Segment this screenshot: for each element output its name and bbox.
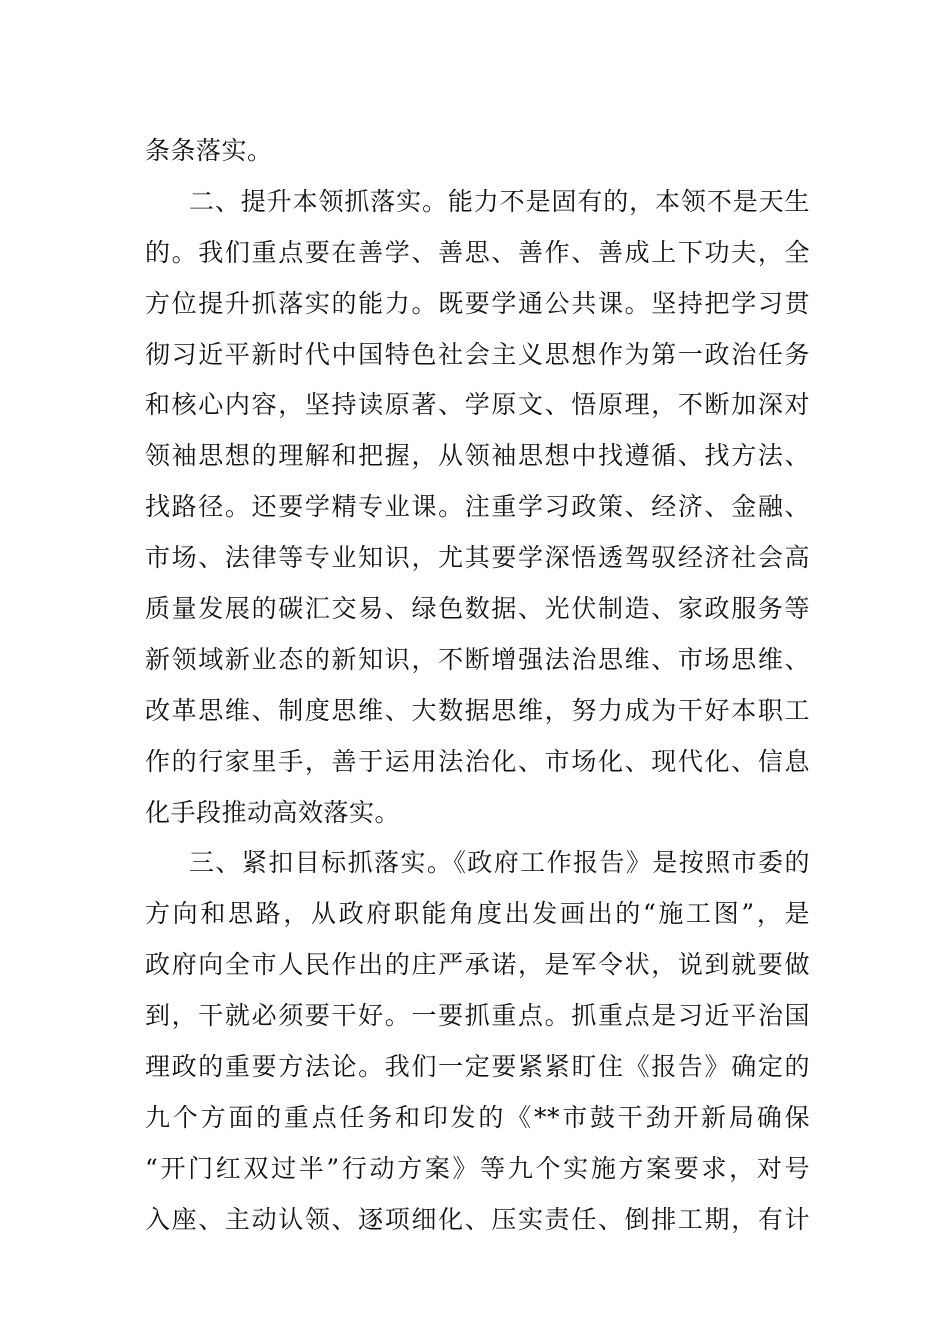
text-line: 入座、主动认领、逐项细化、压实责任、倒排工期，有计 bbox=[145, 1204, 810, 1234]
text-line: 化手段推动高效落实。 bbox=[145, 797, 401, 827]
text-line: 找路径。还要学精专业课。注重学习政策、经济、金融、 bbox=[145, 492, 810, 522]
text-line: 和核心内容，坚持读原著、学原文、悟原理，不断加深对 bbox=[145, 390, 810, 420]
text-line: 政府向全市人民作出的庄严承诺，是军令状，说到就要做 bbox=[145, 950, 810, 980]
text-line: 的。我们重点要在善学、善思、善作、善成上下功夫，全 bbox=[145, 237, 810, 267]
text-line: 领袖思想的理解和把握，从领袖思想中找遵循、找方法、 bbox=[145, 441, 810, 471]
body-text bbox=[145, 126, 810, 1246]
text-line: 彻习近平新时代中国特色社会主义思想作为第一政治任务 bbox=[145, 339, 810, 369]
text-line: 三、紧扣目标抓落实。《政府工作报告》是按照市委的 bbox=[189, 848, 810, 878]
text-line: 九个方面的重点任务和印发的《**市鼓干劲开新局确保 bbox=[145, 1102, 810, 1132]
text-line: 作的行家里手，善于运用法治化、市场化、现代化、信息 bbox=[145, 746, 810, 776]
text-line: 条条落实。 bbox=[145, 136, 273, 165]
text-line: 方位提升抓落实的能力。既要学通公共课。坚持把学习贯 bbox=[145, 288, 810, 318]
text-line: 市场、法律等专业知识，尤其要学深悟透驾驭经济社会高 bbox=[145, 543, 810, 573]
text-line: 新领域新业态的新知识，不断增强法治思维、市场思维、 bbox=[145, 644, 810, 674]
text-line: 改革思维、制度思维、大数据思维，努力成为干好本职工 bbox=[145, 695, 810, 725]
text-line: 理政的重要方法论。我们一定要紧紧盯住《报告》确定的 bbox=[145, 1052, 810, 1082]
text-line: 质量发展的碳汇交易、绿色数据、光伏制造、家政服务等 bbox=[145, 594, 810, 624]
text-line: 二、提升本领抓落实。能力不是固有的，本领不是天生 bbox=[189, 186, 810, 216]
text-line: 方向和思路，从政府职能角度出发画出的“施工图”，是 bbox=[145, 899, 810, 929]
text-line: 到，干就必须要干好。一要抓重点。抓重点是习近平治国 bbox=[145, 1001, 810, 1031]
text-line: “开门红双过半”行动方案》等九个实施方案要求，对号 bbox=[145, 1153, 810, 1183]
